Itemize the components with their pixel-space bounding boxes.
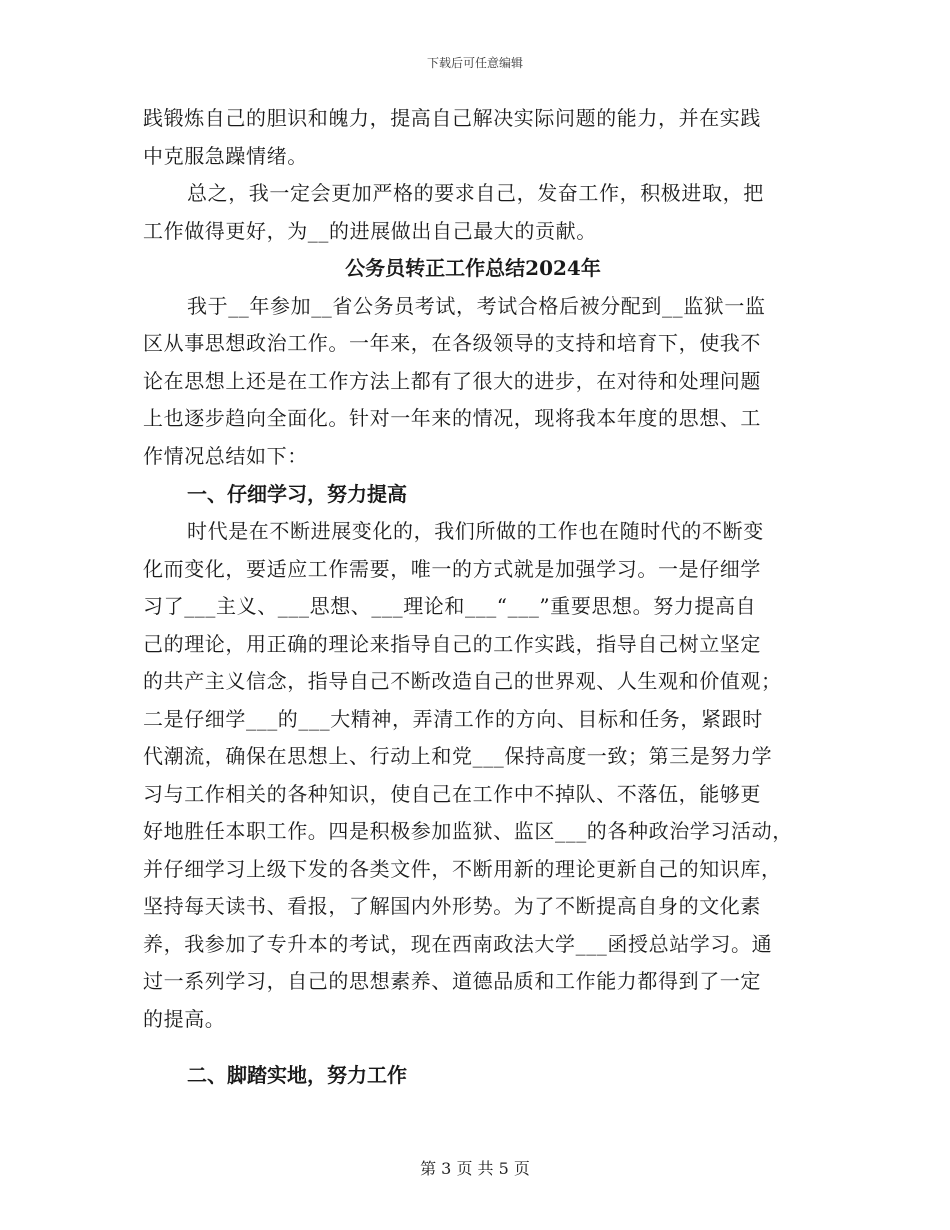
text-line: 的提高。: [143, 1006, 226, 1031]
text-line: 工作做得更好，为__的进展做出自己最大的贡献。: [143, 218, 597, 243]
section-heading-study: 一、仔细学习，努力提高: [187, 482, 407, 506]
text-line: 好地胜任本职工作。四是积极参加监狱、监区___的各种政治学习活动，: [143, 819, 793, 843]
text-line: 习了___主义、___思想、___理论和___“___”重要思想。努力提高自: [143, 594, 757, 618]
text-line: 坚持每天读书、看报，了解国内外形势。为了不断提高自身的文化素: [143, 894, 761, 918]
page-header: 下载后可任意编辑: [426, 56, 523, 70]
text-line: 上也逐步趋向全面化。针对一年来的情况，现将我本年度的思想、工: [143, 406, 761, 430]
text-line: 二是仔细学___的___大精神，弄清工作的方向、目标和任务，紧跟时: [143, 706, 763, 731]
text-line: 习与工作相关的各种知识，使自己在工作中不掉队、不落伍，能够更: [143, 781, 761, 806]
text-line: 总之，我一定会更加严格的要求自己，发奋工作，积极进取，把: [187, 181, 764, 205]
paragraph-practice: [143, 100, 803, 175]
text-line: 作情况总结如下：: [143, 443, 308, 468]
text-line: 中克服急躁情绪。: [143, 143, 308, 168]
text-line: 时代是在不断进展变化的，我们所做的工作也在随时代的不断变: [187, 519, 764, 543]
text-line: 化而变化，要适应工作需要，唯一的方式就是加强学习。一是仔细学: [143, 556, 761, 581]
page-footer: 第 3 页 共 5 页: [420, 1159, 530, 1178]
text-line: 践锻炼自己的胆识和魄力，提高自己解决实际问题的能力，并在实践: [143, 106, 761, 130]
text-line: 代潮流，确保在思想上、行动上和党___保持高度一致；第三是努力学: [143, 744, 773, 768]
text-line: 己的理论，用正确的理论来指导自己的工作实践，指导自己树立坚定: [143, 631, 761, 656]
text-line: 过一系列学习，自己的思想素养、道德品质和工作能力都得到了一定: [143, 969, 761, 993]
text-line: 我于__年参加__省公务员考试，考试合格后被分配到__监狱一监: [187, 293, 766, 318]
document-body: [143, 100, 803, 1094]
text-line: 养，我参加了专升本的考试，现在西南政法大学___函授总站学习。通: [143, 931, 773, 956]
paragraph-study: [143, 513, 803, 1038]
text-line: 区从事思想政治工作。一年来，在各级领导的支持和培育下，使我不: [143, 331, 761, 355]
paragraph-intro: [143, 288, 803, 476]
text-line: 并仔细学习上级下发的各类文件，不断用新的理论更新自己的知识库，: [143, 856, 782, 881]
text-line: 论在思想上还是在工作方法上都有了很大的进步，在对待和处理问题: [143, 368, 761, 393]
document-title: 公务员转正工作总结2024年: [345, 256, 601, 280]
section-heading-work: 二、脚踏实地，努力工作: [187, 1063, 407, 1087]
paragraph-conclusion: [143, 175, 803, 250]
text-line: 的共产主义信念，指导自己不断改造自己的世界观、人生观和价值观；: [143, 669, 782, 693]
